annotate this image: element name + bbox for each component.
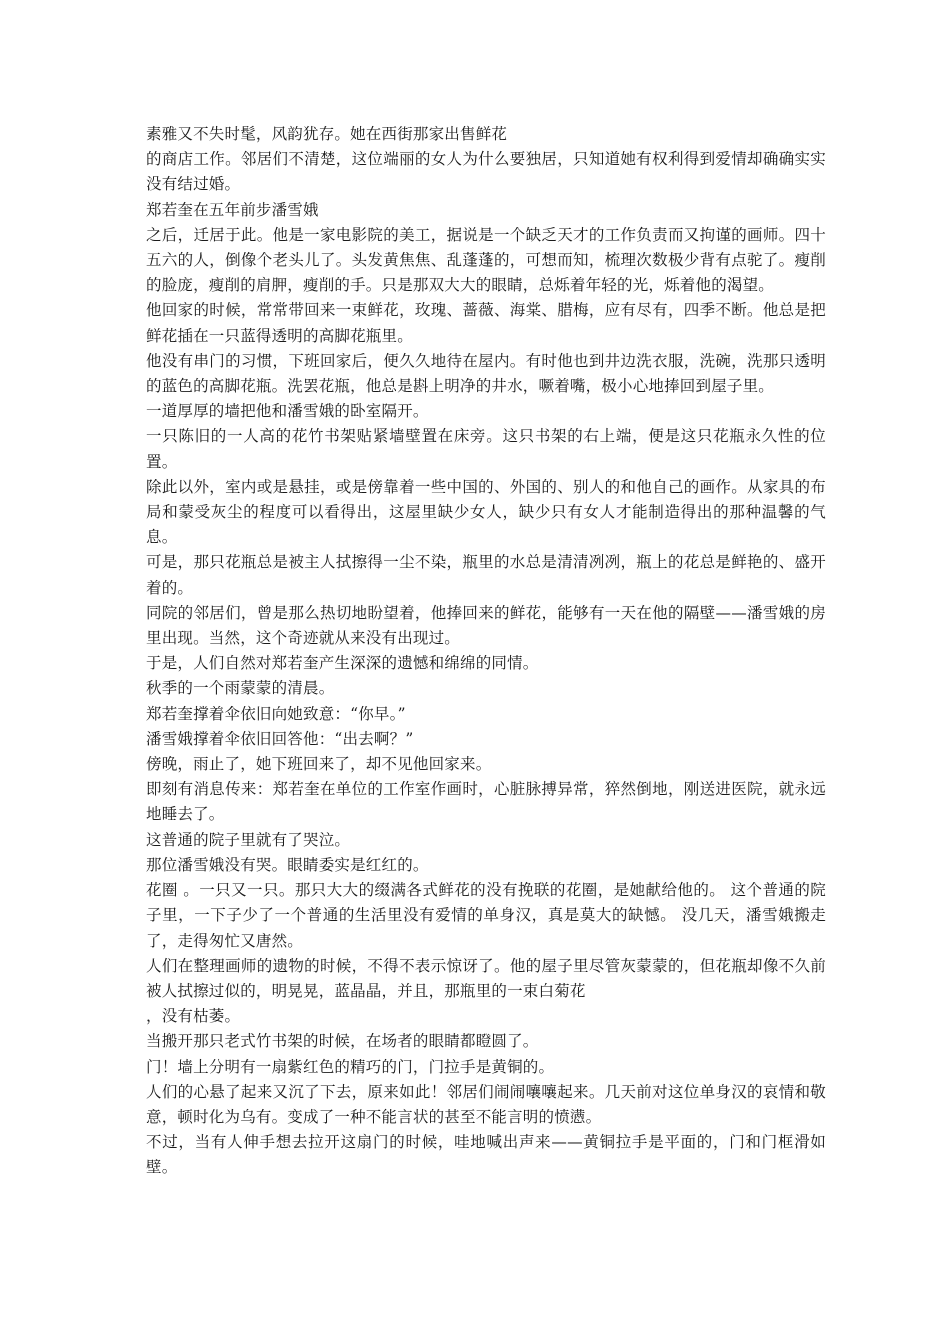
paragraph: 即刻有消息传来：郑若奎在单位的工作室作画时，心脏脉搏异常，猝然倒地，刚送进医院，就永远地睡去了。 xyxy=(146,780,826,824)
paragraph: 当搬开那只老式竹书架的时候，在场者的眼睛都瞪圆了。 xyxy=(146,1032,539,1051)
paragraph: 那位潘雪娥没有哭。眼睛委实是红红的。 xyxy=(146,855,429,874)
paragraph: 同院的邻居们，曾是那么热切地盼望着，他捧回来的鲜花，能够有一天在他的隔壁——潘雪娥的房里出现。当然，这个奇迹就从来没有出现过。 xyxy=(146,603,826,648)
paragraph: 潘雪娥撑着伞依旧回答他：“出去啊？” xyxy=(146,729,414,748)
paragraph: 郑若奎在五年前步潘雪娥 xyxy=(146,200,319,219)
paragraph: 人们在整理画师的遗物的时候，不得不表示惊讶了。他的屋子里尽管灰蒙蒙的，但花瓶却像不久前被人拭擦过似的，明晃晃，蓝晶晶，并且，那瓶里的一束白菊花 xyxy=(146,956,826,1000)
paragraph: 他回家的时候，常常带回来一束鲜花，玫瑰、蔷薇、海棠、腊梅，应有尽有，四季不断。他总是把鲜花插在一只蓝得透明的高脚花瓶里。 xyxy=(146,301,826,345)
paragraph: ，没有枯萎。 xyxy=(146,1007,241,1026)
paragraph: 这普通的院子里就有了哭泣。 xyxy=(146,830,351,849)
paragraph: 秋季的一个雨蒙蒙的清晨。 xyxy=(146,679,335,698)
paragraph: 人们的心悬了起来又沉了下去，原来如此！邻居们闹闹嚷嚷起来。几天前对这位单身汉的哀情和敬意，顿时化为乌有。变成了一种不能言状的甚至不能言明的愤懑。 xyxy=(146,1082,826,1126)
paragraph: 花圈 。一只又一只。那只大大的缀满各式鲜花的没有挽联的花圈，是她献给他的。 这个普通的院子里，一下子少了一个普通的生活里没有爱情的单身汉，真是莫大的缺憾。 没几天，潘雪娥搬走了，走得匆忙又唐然。 xyxy=(146,881,826,950)
paragraph: 可是，那只花瓶总是被主人拭擦得一尘不染，瓶里的水总是清清冽冽，瓶上的花总是鲜艳的、盛开着的。 xyxy=(146,553,826,597)
paragraph: 傍晚，雨止了，她下班回来了，却不见他回家来。 xyxy=(146,755,492,774)
paragraph: 他没有串门的习惯，下班回家后，便久久地待在屋内。有时他也到井边洗衣服，洗碗，洗那只透明的蓝色的高脚花瓶。洗罢花瓶，他总是斟上明净的井水，噘着嘴，极小心地捧回到屋子里。 xyxy=(146,351,826,396)
paragraph: 一道厚厚的墙把他和潘雪娥的卧室隔开。 xyxy=(146,402,429,421)
paragraph: 的商店工作。邻居们不清楚，这位端丽的女人为什么要独居，只知道她有权利得到爱情却确确实实没有结过婚。 xyxy=(146,150,826,194)
paragraph: 郑若奎撑着伞依旧向她致意：“你早。” xyxy=(146,704,406,723)
paragraph: 素雅又不失时髦，风韵犹存。她在西街那家出售鲜花 xyxy=(146,125,508,143)
paragraph: 于是，人们自然对郑若奎产生深深的遗憾和绵绵的同情。 xyxy=(146,654,539,673)
story-text xyxy=(146,122,826,1181)
paragraph: 不过，当有人伸手想去拉开这扇门的时候，哇地喊出声来——黄铜拉手是平面的，门和门框滑如壁。 xyxy=(146,1133,826,1177)
paragraph: 之后，迁居于此。他是一家电影院的美工，据说是一个缺乏天才的工作负责而又拘谨的画师。四十五六的人，倒像个老头儿了。头发黄焦焦、乱蓬蓬的，可想而知，梳理次数极少背有点驼了。瘦削的脸庞，瘦削的肩胛，瘦削的手。只是那双大大的眼睛，总烁着年轻的光，烁着他的渴望。 xyxy=(146,225,826,295)
paragraph: 除此以外，室内或是悬挂，或是傍靠着一些中国的、外国的、别人的和他自己的画作。从家具的布局和蒙受灰尘的程度可以看得出，这屋里缺少女人，缺少只有女人才能制造得出的那种温馨的气息。 xyxy=(146,477,826,547)
paragraph: 一只陈旧的一人高的花竹书架贴紧墙壁置在床旁。这只书架的右上端，便是这只花瓶永久性的位置。 xyxy=(146,427,826,471)
paragraph: 门！墙上分明有一扇紫红色的精巧的门，门拉手是黄铜的。 xyxy=(146,1057,555,1076)
